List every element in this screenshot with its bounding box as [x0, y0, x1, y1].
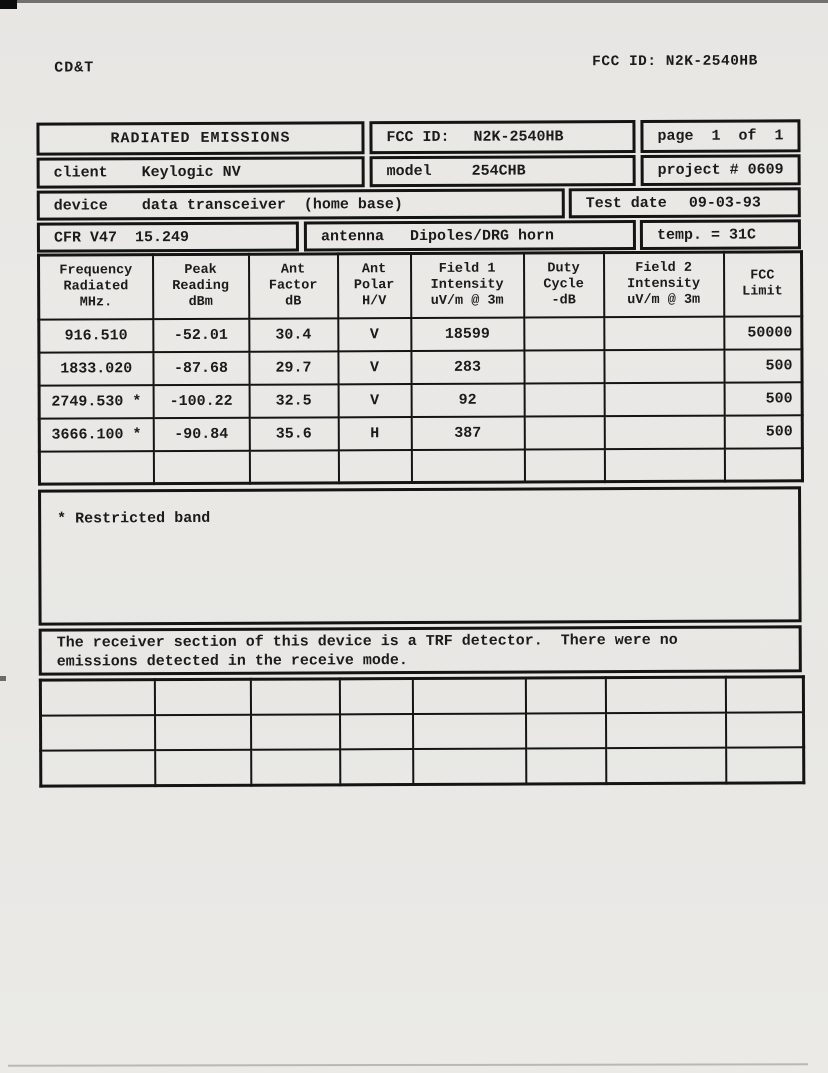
empty-grid-cell: [526, 748, 606, 784]
client-box: [37, 156, 365, 188]
empty-grid-cell: [413, 749, 526, 785]
receiver-note-box: [39, 625, 802, 675]
col-header-field2-intensity: Field 2 Intensity uV/m @ 3m: [603, 252, 723, 317]
cell-fcc-limit: 500: [724, 349, 802, 382]
empty-grid-cell: [526, 713, 606, 748]
client-value: Keylogic NV: [141, 163, 241, 182]
table-row-empty: [39, 448, 802, 484]
empty-grid-cell: [154, 679, 250, 715]
cell-frequency: 916.510: [39, 319, 153, 352]
cell-peak-reading: [153, 450, 249, 483]
temp-box: [640, 219, 801, 250]
cell-ant-factor: [249, 450, 338, 483]
emissions-table: [37, 250, 804, 485]
empty-grid-cell: [413, 714, 526, 749]
report-title-box: [36, 121, 364, 155]
empty-grid-cell: [251, 749, 340, 785]
empty-grid-row: [41, 712, 804, 750]
cell-duty-cycle: [524, 350, 604, 383]
cell-ant-polar: V: [338, 318, 411, 351]
device-label: device: [53, 196, 108, 215]
table-row: [39, 316, 802, 352]
empty-grid-cell: [726, 747, 804, 783]
empty-grid-row: [41, 747, 804, 786]
cell-field2: [604, 349, 724, 383]
col-header-fcc-limit: FCC Limit: [723, 252, 801, 316]
table-row: [39, 349, 802, 385]
header-fcc-id: FCC ID: N2K-2540HB: [592, 53, 758, 71]
empty-grid-cell: [726, 712, 804, 747]
cell-duty-cycle: [524, 317, 604, 350]
antenna-label: antenna: [320, 227, 384, 245]
cell-field1: 92: [411, 383, 524, 416]
temp-text: temp. = 31C: [656, 226, 756, 244]
col-header-frequency: Frequency Radiated MHz.: [39, 255, 153, 319]
empty-grid-row: [40, 677, 803, 716]
table-row: [39, 415, 802, 451]
cell-peak-reading: -90.84: [153, 417, 249, 450]
cell-fcc-limit: 500: [724, 382, 802, 415]
antenna-value: Dipoles/DRG horn: [409, 226, 555, 245]
empty-grid-cell: [41, 750, 155, 786]
fcc-id-box: [369, 120, 635, 154]
empty-grid-cell: [606, 713, 726, 749]
empty-grid-cell: [251, 714, 340, 749]
model-label: model: [386, 162, 432, 181]
cell-fcc-limit: 500: [724, 415, 802, 448]
project-text: project # 0609: [657, 161, 784, 179]
device-box: [37, 188, 565, 220]
empty-grid-cell: [412, 678, 525, 714]
cell-duty-cycle: [524, 416, 604, 449]
fcc-id-label: FCC ID:: [386, 128, 450, 147]
empty-grid-cell: [41, 715, 155, 750]
table-header-row: [39, 252, 802, 319]
cell-ant-polar: [338, 450, 411, 483]
empty-grid-table: [39, 675, 805, 787]
cell-ant-polar: V: [338, 351, 411, 384]
device-value: data transceiver (home base): [141, 195, 403, 214]
page-number-box: [640, 119, 800, 153]
cell-field2: [604, 316, 724, 350]
cell-field2: [604, 415, 724, 449]
cfr-text: CFR V47 15.249: [53, 228, 189, 247]
empty-grid-cell: [605, 677, 725, 713]
empty-grid-cell: [40, 680, 154, 716]
cell-ant-polar: H: [338, 417, 411, 450]
notes-box: [38, 486, 802, 625]
report-title: RADIATED EMISSIONS: [110, 129, 291, 148]
cell-ant-factor: 30.4: [249, 318, 338, 351]
empty-grid-cell: [340, 714, 413, 749]
col-header-field1-intensity: Field 1 Intensity uV/m @ 3m: [410, 253, 523, 317]
col-header-ant-polar: Ant Polar H/V: [338, 254, 411, 318]
cell-peak-reading: -87.68: [153, 351, 249, 384]
cell-ant-factor: 32.5: [249, 384, 338, 417]
page-number-text: page 1 of 1: [657, 127, 784, 145]
cell-ant-polar: V: [338, 384, 411, 417]
project-box: [641, 154, 801, 186]
col-header-duty-cycle: Duty Cycle -dB: [523, 253, 603, 317]
company-label: CD&T: [54, 59, 95, 77]
cell-field1: 387: [411, 416, 524, 449]
empty-grid-cell: [250, 679, 339, 715]
client-label: client: [53, 164, 108, 182]
cell-field2: [604, 448, 724, 482]
cell-frequency: 2749.530 *: [39, 385, 153, 418]
model-box: [370, 155, 636, 187]
empty-grid-cell: [725, 677, 803, 713]
empty-grid-cell: [339, 679, 412, 715]
col-header-peak-reading: Peak Reading dBm: [153, 254, 249, 318]
cell-field2: [604, 382, 724, 416]
cell-ant-factor: 29.7: [249, 351, 338, 384]
receiver-note: The receiver section of this device is a TRF detector. There were no emissions detected in the receive mode.: [56, 631, 687, 671]
antenna-box: [304, 220, 636, 251]
cell-fcc-limit: [724, 448, 802, 481]
cell-frequency: 3666.100 *: [39, 418, 153, 451]
empty-grid-cell: [155, 715, 251, 750]
cell-ant-factor: 35.6: [249, 417, 338, 450]
cell-duty-cycle: [524, 383, 604, 416]
empty-grid-cell: [525, 678, 605, 714]
test-date-value: 09-03-93: [688, 193, 761, 212]
fcc-id-value: N2K-2540HB: [473, 128, 564, 146]
table-row: [39, 382, 802, 418]
cell-fcc-limit: 50000: [724, 316, 802, 349]
empty-grid-cell: [340, 749, 413, 785]
restricted-band-note: * Restricted band: [57, 509, 211, 528]
cell-field1: [411, 449, 524, 482]
model-value: 254CHB: [471, 162, 526, 180]
cell-field1: 283: [411, 350, 524, 383]
cell-field1: 18599: [411, 317, 524, 350]
test-date-label: Test date: [585, 194, 667, 212]
cell-duty-cycle: [524, 449, 604, 482]
cfr-box: [37, 221, 299, 252]
test-date-box: [569, 187, 801, 218]
empty-grid-cell: [606, 748, 726, 784]
cell-frequency: 1833.020: [39, 352, 153, 385]
empty-grid-cell: [155, 750, 251, 786]
cell-peak-reading: -52.01: [153, 318, 249, 351]
cell-frequency: [39, 451, 153, 484]
cell-peak-reading: -100.22: [153, 384, 249, 417]
col-header-ant-factor: Ant Factor dB: [249, 254, 338, 318]
